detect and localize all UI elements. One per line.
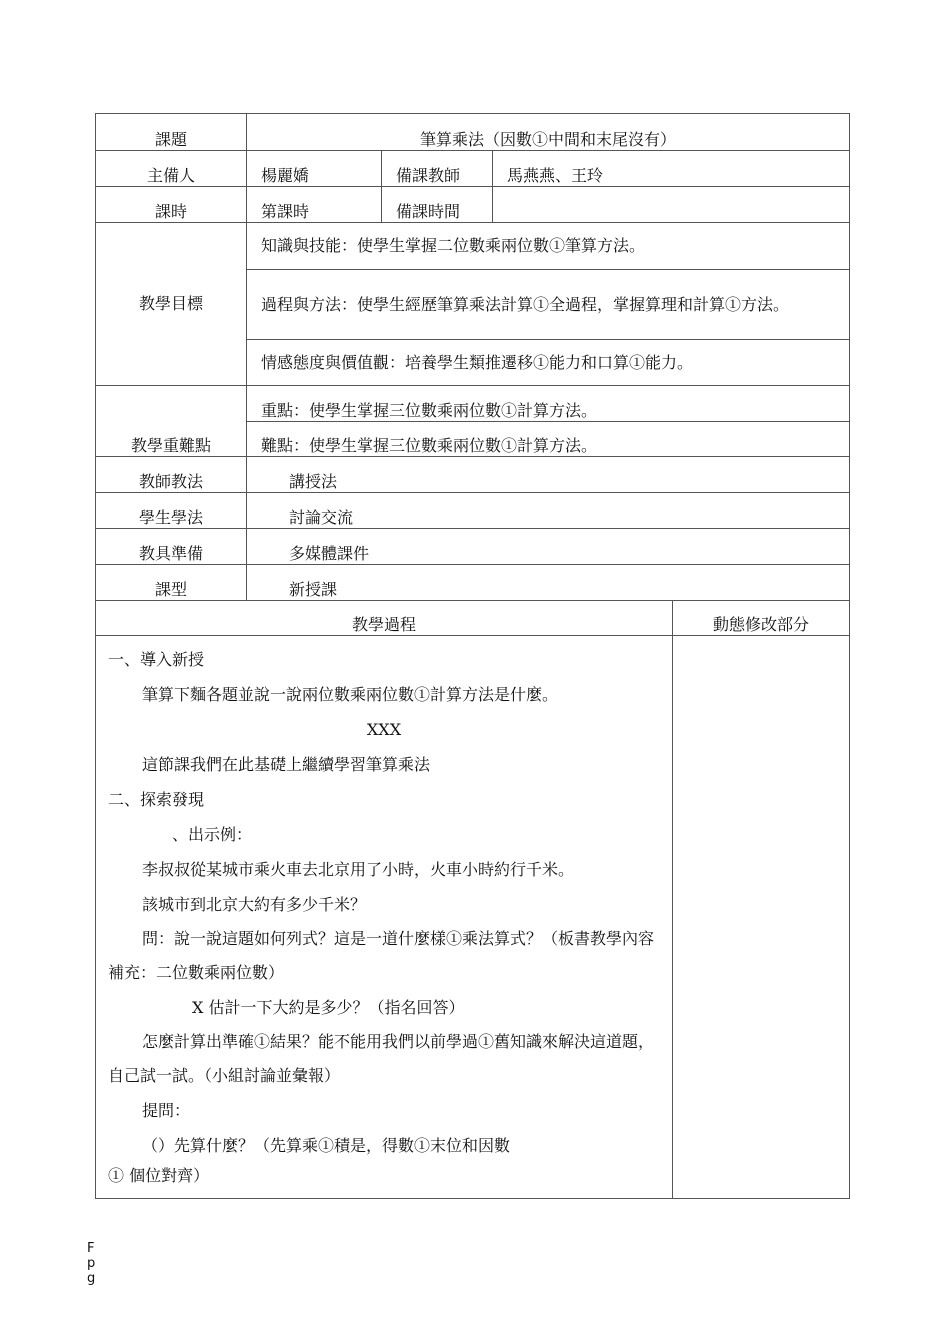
- process-content: [96, 636, 673, 1199]
- preparer-label: 主備人: [96, 151, 247, 187]
- row-goal-1: [96, 223, 850, 270]
- goal-process: 過程與方法：使學生經歷筆算乘法計算①全過程，掌握算理和計算①方法。: [247, 270, 850, 340]
- row-preparer: [96, 151, 850, 187]
- footer-char: g: [87, 1271, 96, 1286]
- lesson-plan-document: [95, 113, 849, 1199]
- topic-value: 筆算乘法（因數①中間和末尾沒有）: [247, 114, 850, 151]
- process-line: XXX: [366, 720, 402, 739]
- row-tools: [96, 529, 850, 565]
- type-label: 課型: [96, 565, 247, 601]
- teachers-value: 馬燕燕、王玲: [493, 151, 850, 187]
- process-line: 筆算下麵各題並說一說兩位數乘兩位數①計算方法是什麼。: [142, 685, 559, 704]
- process-line: 該城市到北京大約有多少千米？: [142, 895, 367, 914]
- row-keypoint-1: [96, 386, 850, 422]
- row-period: [96, 187, 850, 223]
- type-value: 新授課: [247, 565, 850, 601]
- process-line: 問：說一說這題如何列式？這是一道什麼樣①乘法算式？（板書教學內容補充：二位數乘兩位數）: [108, 929, 655, 982]
- process-line: 、出示例：: [172, 825, 253, 844]
- period-label: 課時: [96, 187, 247, 223]
- process-header: 教學過程: [96, 601, 673, 636]
- tools-label: 教具準備: [96, 529, 247, 565]
- process-line: X 估計一下大約是多少？（指名回答）: [192, 998, 465, 1017]
- process-line: 二、探索發現: [108, 790, 205, 809]
- process-line: ① 個位對齊）: [108, 1166, 210, 1185]
- study-label: 學生學法: [96, 493, 247, 529]
- method-value: 講授法: [247, 457, 850, 493]
- process-line: 李叔叔從某城市乘火車去北京用了小時，火車小時約行千米。: [142, 860, 575, 879]
- prep-time-value: [493, 187, 850, 223]
- keypoint-difficulty: 難點：使學生掌握三位數乘兩位數①計算方法。: [247, 422, 850, 457]
- goal-knowledge: 知識與技能：使學生掌握二位數乘兩位數①筆算方法。: [247, 223, 850, 270]
- study-value: 討論交流: [247, 493, 850, 529]
- process-line: 一、導入新授: [108, 650, 205, 669]
- process-line: 這節課我們在此基礎上繼續學習筆算乘法: [142, 755, 431, 774]
- row-method: [96, 457, 850, 493]
- row-process-body: [96, 636, 850, 1199]
- process-line: 怎麼計算出準確①結果？能不能用我們以前學過①舊知識來解決這道題，自己試一試。（小組討論並彙報）: [108, 1032, 655, 1085]
- revision-content: [673, 636, 850, 1199]
- goal-attitude: 情感態度與價值觀：培養學生類推遷移①能力和口算①能力。: [247, 340, 850, 386]
- tools-value: 多媒體課件: [247, 529, 850, 565]
- footer-char: p: [87, 1256, 96, 1271]
- goals-label: 教學目標: [96, 223, 247, 386]
- row-type: [96, 565, 850, 601]
- row-topic: [96, 114, 850, 151]
- teachers-label: 備課教師: [382, 151, 493, 187]
- row-study: [96, 493, 850, 529]
- prep-time-label: 備課時間: [382, 187, 493, 223]
- row-process-header: [96, 601, 850, 636]
- keypoints-label: 教學重難點: [96, 386, 247, 457]
- revision-header: 動態修改部分: [673, 601, 850, 636]
- lesson-plan-table: [95, 113, 850, 1199]
- topic-label: 課題: [96, 114, 247, 151]
- preparer-value: 楊麗嬌: [247, 151, 382, 187]
- keypoint-focus: 重點：使學生掌握三位數乘兩位數①計算方法。: [247, 386, 850, 422]
- process-line: （）先算什麼？（先算乘①積是，得數①末位和因數: [142, 1136, 511, 1155]
- process-line: 提問：: [142, 1101, 191, 1120]
- period-value: 第課時: [247, 187, 382, 223]
- footer-mark: [87, 1241, 99, 1286]
- footer-char: F: [87, 1241, 95, 1256]
- method-label: 教師教法: [96, 457, 247, 493]
